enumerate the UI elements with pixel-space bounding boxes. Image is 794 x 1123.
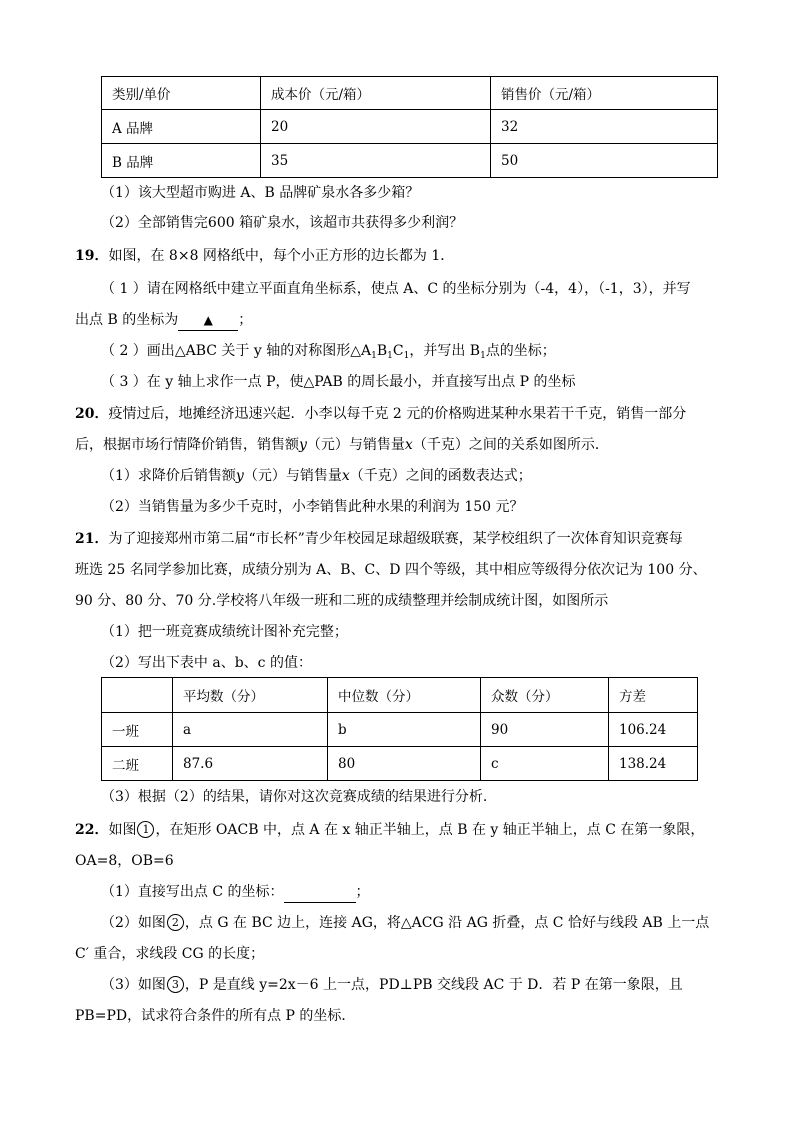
table-header-row	[102, 77, 718, 110]
q22-part3-line2: PB=PD，试求符合条件的所有点 P 的坐标．	[75, 1008, 356, 1024]
table-header-cell: 类别/单价	[102, 77, 261, 110]
table-cell: 50	[491, 144, 718, 178]
q22-stem-line1	[75, 820, 704, 840]
answer-blank	[284, 882, 356, 903]
q19-stem	[75, 246, 454, 266]
q20-text: （元）与销售量	[243, 468, 342, 484]
question-number: 19．	[75, 248, 109, 264]
q21-stem-line2: 班选 25 名同学参加比赛，成绩分别为 A、B、C、D 四个等级，其中相应等级得分依次记为 100 分、	[75, 562, 707, 578]
question-number: 22．	[75, 822, 109, 838]
circled-number: 1	[137, 821, 154, 838]
q19-part2-tri: △ABC 关于 y 轴的对称图形	[174, 343, 351, 359]
table-cell: A 品牌	[102, 110, 261, 144]
table-cell: 32	[491, 110, 718, 144]
q22-text: ；	[355, 884, 370, 900]
table-cell: 106.24	[609, 713, 698, 747]
table-header-cell: 方差	[609, 678, 698, 713]
table-cell: c	[481, 747, 609, 781]
table-header-cell: 平均数（分）	[173, 678, 328, 713]
variable-x: x	[341, 468, 350, 484]
q19-part1-end: ；	[238, 312, 253, 328]
q20-text: （千克）之间的关系如图所示．	[412, 437, 609, 453]
table-row	[102, 747, 698, 781]
triangle-marker: ▲	[203, 313, 213, 327]
price-table	[101, 76, 718, 178]
q20-text: 后，根据市场行情降价销售，销售额	[75, 437, 299, 453]
table-row	[102, 713, 698, 747]
q22-text: （2）如图	[101, 915, 166, 931]
q21-part2: （2）写出下表中 a、b、c 的值：	[101, 655, 312, 671]
variable-y: y	[235, 468, 244, 484]
table-cell: 35	[261, 144, 491, 178]
table-cell: B 品牌	[102, 144, 261, 178]
variable-y: y	[299, 437, 307, 453]
table-header-row	[102, 678, 698, 713]
table-cell: 138.24	[609, 747, 698, 781]
q19-part1-line1: （ 1 ）请在网格纸中建立平面直角坐标系，使点 A、C 的坐标分别为（-4，4），（-1，3），并写	[101, 281, 691, 297]
table-cell: 87.6	[173, 747, 328, 781]
q20-stem-line2	[75, 435, 609, 455]
table-header-cell: 众数（分）	[481, 678, 609, 713]
q20-text: （千克）之间的函数表达式；	[349, 468, 532, 484]
q20-text: （元）与销售量	[306, 437, 405, 453]
table-header-cell: 中位数（分）	[328, 678, 481, 713]
q19-part2-pre: （ 2 ）画出	[101, 343, 175, 359]
q21-stem-line1	[75, 529, 683, 549]
q20-part1	[101, 466, 532, 486]
table-cell: 20	[261, 110, 491, 144]
question-number: 20．	[75, 406, 109, 422]
q21-part1: （1）把一班竞赛成绩统计图补充完整；	[101, 624, 348, 640]
q20-text: （1）求降价后销售额	[101, 468, 236, 484]
table-cell: 80	[328, 747, 481, 781]
table-cell: 90	[481, 713, 609, 747]
q22-part1	[101, 882, 370, 903]
q18-part2: （2）全部销售完600 箱矿泉水，该超市共获得多少利润？	[101, 215, 464, 231]
q19-part2-mid: ，并写出 B	[409, 343, 481, 359]
q22-text: ，点 G 在 BC 边上，连接 AG，将△ACG 沿 AG 折叠，点 C 恰好与线段 AB 上一点	[184, 915, 710, 931]
q22-part2-line2: C′ 重合，求线段 CG 的长度；	[75, 946, 265, 962]
q22-text: （1）直接写出点 C 的坐标：	[101, 884, 284, 900]
q19-part1-text: 出点 B 的坐标为	[75, 312, 179, 328]
q22-text: ，P 是直线 y=2x－6 上一点，PD⊥PB 交线段 AC 于 D．若 P 在第一象限，且	[184, 977, 683, 993]
table-row	[102, 110, 718, 144]
q19-stem-text: 如图，在 8×8 网格纸中，每个小正方形的边长都为 1．	[108, 248, 455, 264]
q18-part1: （1）该大型超市购进 A、B 品牌矿泉水各多少箱？	[101, 185, 420, 201]
table-cell: b	[328, 713, 481, 747]
q19-part2: （ 2 ）画出△ABC 关于 y 轴的对称图形$\triangle A_1B_1C_1$，并写出 $B_1$点的坐标；	[101, 343, 556, 361]
q22-part2-line1	[101, 913, 709, 933]
q21-stem-text: 为了迎接郑州市第二届“市长杯”青少年校园足球超级联赛，某学校组织了一次体育知识竞赛每	[108, 531, 683, 547]
q20-stem-text: 疫情过后，地摊经济迅速兴起．小李以每千克 2 元的价格购进某种水果若干千克，销售一部分	[108, 406, 687, 422]
q22-text: ，在矩形 OACB 中，点 A 在 x 轴正半轴上，点 B 在 y 轴正半轴上，点 C 在第一象限，	[155, 822, 705, 838]
table-header-cell: 成本价（元/箱）	[261, 77, 491, 110]
table-row	[102, 144, 718, 178]
q20-stem-line1	[75, 404, 686, 424]
question-number: 21．	[75, 531, 109, 547]
q22-part3-line1	[101, 975, 683, 995]
q22-text: （3）如图	[101, 977, 166, 993]
table-cell: 二班	[102, 747, 173, 781]
q19-part3: （ 3 ）在 y 轴上求作一点 P，使△PAB 的周长最小，并直接写出点 P 的坐标	[101, 374, 576, 390]
q21-part3: （3）根据（2）的结果，请你对这次竞赛成绩的结果进行分析.	[101, 789, 488, 805]
q19-part2-end: 点的坐标；	[485, 343, 556, 359]
table-header-cell: 销售价（元/箱）	[491, 77, 718, 110]
variable-x: x	[404, 437, 413, 453]
table-cell: a	[173, 713, 328, 747]
circled-number: 2	[167, 914, 184, 931]
answer-blank	[178, 310, 238, 331]
q22-stem-line2: OA=8，OB=6	[75, 853, 174, 869]
circled-number: 3	[167, 976, 184, 993]
table-header-cell	[102, 678, 173, 713]
q20-part2: （2）当销售量为多少千克时，小李销售此种水果的利润为 150 元？	[101, 499, 524, 515]
score-table	[101, 677, 698, 781]
q21-stem-line3: 90 分、80 分、70 分.学校将八年级一班和二班的成绩整理并绘制成统计图，如图所示	[75, 593, 609, 609]
table-cell: 一班	[102, 713, 173, 747]
q19-part1-line2	[75, 310, 252, 331]
q22-text: 如图	[108, 822, 137, 838]
